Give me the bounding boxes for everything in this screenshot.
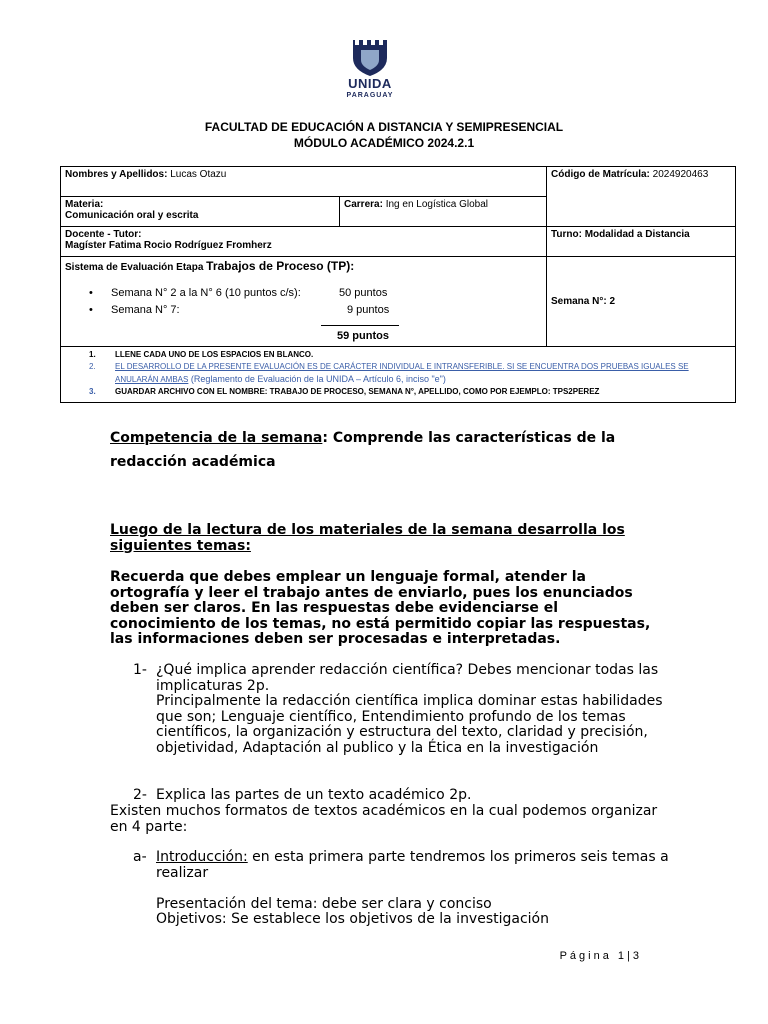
page-number: Página 1|3 bbox=[559, 950, 642, 962]
intro-text: en esta primera parte tendremos los primeros seis temas a realizar bbox=[156, 849, 669, 881]
reminder-paragraph: Recuerda que debes emplear un lenguaje formal, atender la ortografía y leer el trabajo antes de enviarlo, pues los enunciados deben ser claros. En las respuestas debe evidenciarse el conocimiento de los temas, no está permitido copiar las respuestas, las informaciones deben ser procesadas e interpretadas. bbox=[110, 569, 651, 647]
answer-2: Existen muchos formatos de textos académicos en la cual podemos organizar en 4 parte: bbox=[110, 803, 658, 835]
eval-value: Trabajos de Proceso (TP): bbox=[206, 259, 355, 273]
sub-item-objectives: Objetivos: Se establece los objetivos de la investigación bbox=[156, 911, 549, 927]
item-a bbox=[156, 850, 676, 881]
points-total: 59 puntos bbox=[337, 330, 389, 342]
competence-text: : Comprende las características de la redacción académica bbox=[110, 430, 616, 470]
task-heading: Luego de la lectura de los materiales de la semana desarrolla los siguientes temas: bbox=[110, 522, 625, 554]
career-value: Ing en Logística Global bbox=[382, 199, 488, 210]
logo-name: UNIDA bbox=[348, 76, 392, 91]
code-label: Código de Matrícula: bbox=[551, 169, 650, 180]
tutor-label: Docente - Tutor: bbox=[65, 229, 142, 240]
code-value: 2024920463 bbox=[649, 169, 709, 180]
logo-subtitle: PARAGUAY bbox=[346, 92, 394, 99]
competence-paragraph bbox=[110, 426, 660, 474]
tutor-cell bbox=[61, 227, 547, 257]
subject-cell bbox=[61, 197, 340, 227]
instructions-cell bbox=[61, 347, 736, 403]
module-title: MÓDULO ACADÉMICO 2024.2.1 bbox=[293, 136, 475, 150]
answer-1: Principalmente la redacción científica implica dominar estas habilidades que son; Lenguaje científico, Entendimiento profundo de los temas científicos, la organización y estructura del texto, claridad y precisión, objetividad, Adaptación al publico y la Ética en la investigación bbox=[156, 693, 663, 756]
week-label: Semana N°: 2 bbox=[551, 296, 616, 307]
competence-label: Competencia de la semana bbox=[110, 430, 323, 446]
question-1-number: 1- bbox=[133, 662, 147, 678]
career-cell bbox=[340, 197, 547, 227]
list-item: 2. EL DESARROLLO DE LA PRESENTE EVALUACIÓN ES DE CARÁCTER INDIVIDUAL E INTRANSFERIBLE. SI SE ENCUENTRA DOS PRUEBAS IGUALES SE ANULARÁN AMBAS (Reglamento de Evaluación de la UNIDA – Artículo 6, inciso "e") bbox=[89, 362, 689, 384]
question-1: ¿Qué implica aprender redacción científica? Debes mencionar todas las implicaturas 2p. bbox=[156, 662, 659, 694]
evaluation-cell bbox=[61, 257, 547, 347]
name-value: Lucas Otazu bbox=[167, 169, 227, 180]
intro-label: Introducción: bbox=[156, 849, 248, 865]
career-label: Carrera: bbox=[344, 199, 383, 210]
subject-value: Comunicación oral y escrita bbox=[65, 210, 199, 221]
instructions-list bbox=[65, 349, 731, 398]
list-item: • Semana N° 2 a la N° 6 (10 puntos c/s): 50 puntos bbox=[65, 287, 542, 304]
student-info-table bbox=[60, 166, 736, 403]
list-item: • Semana N° 7: 9 puntos bbox=[65, 304, 542, 321]
shield-icon bbox=[337, 38, 403, 78]
faculty-title: FACULTAD DE EDUCACIÓN A DISTANCIA Y SEMIPRESENCIAL bbox=[204, 120, 564, 134]
sub-item-presentation: Presentación del tema: debe ser clara y conciso bbox=[156, 896, 492, 912]
question-2-number: 2- bbox=[133, 787, 147, 803]
list-item: 1. LLENE CADA UNO DE LOS ESPACIOS EN BLANCO. bbox=[89, 350, 314, 359]
shift-label: Turno: Modalidad a Distancia bbox=[551, 229, 690, 240]
name-label: Nombres y Apellidos: bbox=[65, 169, 168, 180]
subject-label: Materia: bbox=[65, 199, 104, 210]
code-cell bbox=[547, 167, 736, 227]
eval-label: Sistema de Evaluación Etapa bbox=[65, 262, 207, 273]
question-2: Explica las partes de un texto académico 2p. bbox=[156, 787, 472, 803]
list-item: 3. GUARDAR ARCHIVO CON EL NOMBRE: TRABAJO DE PROCESO, SEMANA N°, APELLIDO, COMO POR EJEMPLO: TPS2PEREZ bbox=[89, 387, 600, 396]
total-divider bbox=[321, 325, 399, 326]
shift-cell bbox=[547, 227, 736, 257]
name-cell bbox=[61, 167, 547, 197]
points-list bbox=[65, 287, 542, 321]
tutor-value: Magíster Fatima Rocio Rodríguez Fromherz bbox=[65, 240, 272, 251]
week-cell bbox=[547, 257, 736, 347]
item-a-number: a- bbox=[133, 849, 147, 865]
